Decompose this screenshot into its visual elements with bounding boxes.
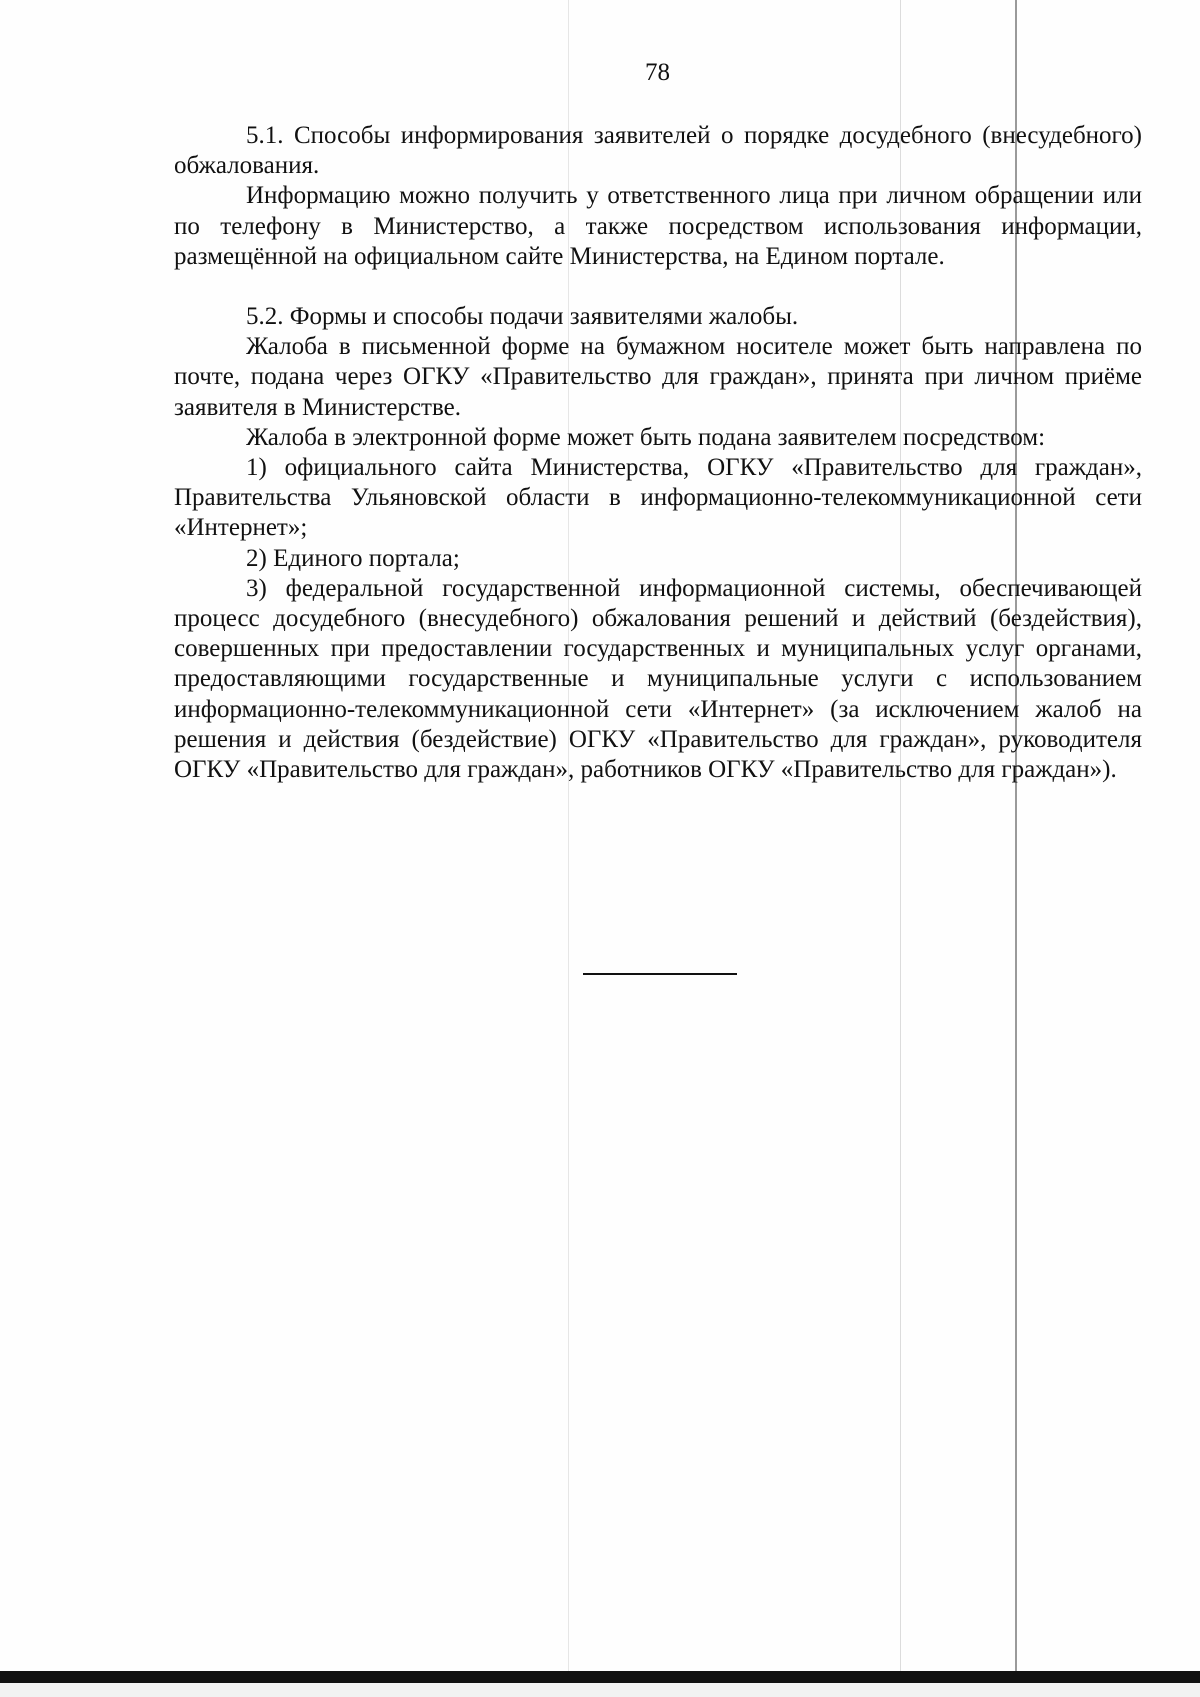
paragraph-info-contact: Информацию можно получить у ответственного лица при личном обращении или по телефону в Министерство, а также посредством использования информации, размещённой на официальном сайте Министерства, на Едином портале.	[174, 182, 1142, 270]
section-heading-5-1: 5.1. Способы информирования заявителей о порядке досудебного (внесудебного) обжалования.	[174, 122, 1142, 180]
list-item-1: 1) официального сайта Министерства, ОГКУ «Правительство для граждан», Правительства Ульяновской области в информационно-телекоммуникационной сети «Интернет»;	[174, 454, 1142, 542]
section-heading-5-2: 5.2. Формы и способы подачи заявителями жалобы.	[246, 303, 799, 331]
list-item-3: 3) федеральной государственной информационной системы, обеспечивающей процесс досудебного (внесудебного) обжалования решений и действий (бездействия), совершенных при предоставлении государственных и муниципальных услуг органами, предоставляющими государственные и муниципальные услуги с использованием информационно-телекоммуникационной сети «Интернет» (за исключением жалоб на решения и действия (бездействие) ОГКУ «Правительство для граждан», руководителя ОГКУ «Правительство для граждан», работников ОГКУ «Правительство для граждан»).	[174, 574, 1142, 784]
paragraph-electronic-complaint: Жалоба в электронной форме может быть подана заявителем посредством:	[246, 423, 1046, 451]
document-body	[174, 121, 1142, 785]
page-number: 78	[645, 59, 670, 86]
scan-bottom-margin	[0, 1683, 1200, 1697]
end-rule-divider	[583, 973, 737, 975]
paragraph-paper-complaint: Жалоба в письменной форме на бумажном носителе может быть направлена по почте, подана через ОГКУ «Правительство для граждан», принята при личном приёме заявителя в Министерстве.	[174, 333, 1142, 421]
list-item-2: 2) Единого портала;	[246, 544, 460, 572]
scan-bottom-edge	[0, 1671, 1200, 1683]
